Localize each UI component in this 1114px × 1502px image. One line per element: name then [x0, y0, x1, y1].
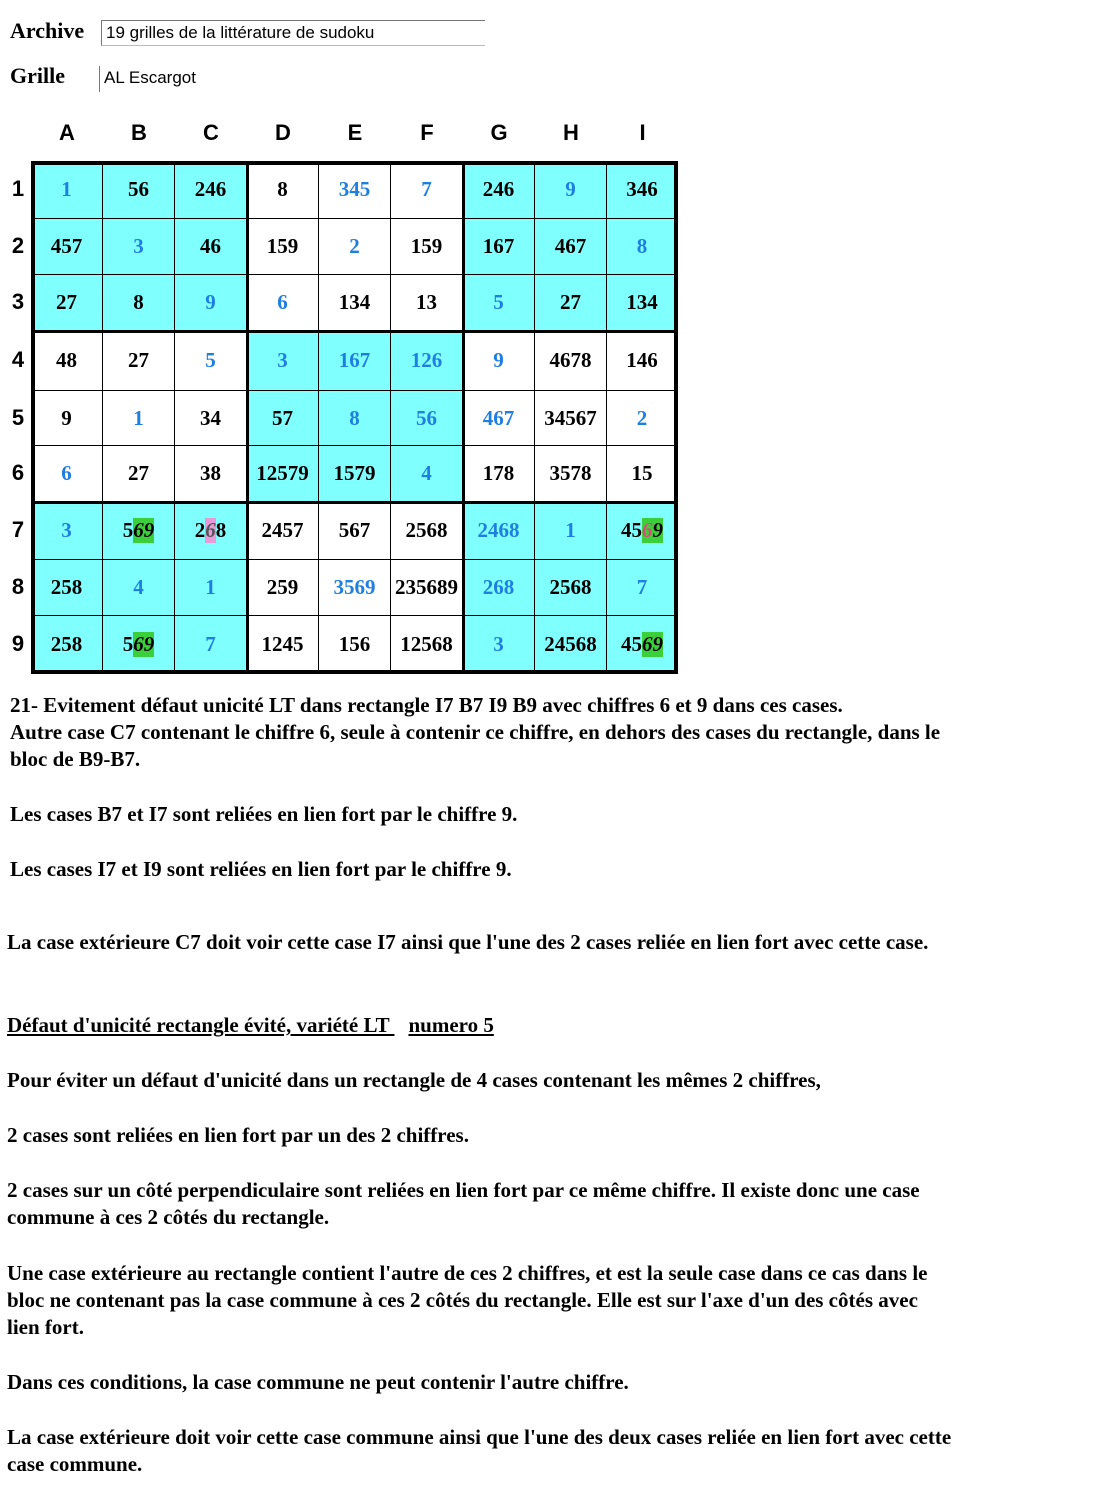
row-header-3: 3 [11, 289, 25, 314]
cell-e9[interactable]: 156 [319, 616, 391, 674]
cell-i5[interactable]: 2 [607, 391, 678, 446]
cell-a3[interactable]: 27 [31, 275, 103, 331]
cell-e4[interactable]: 167 [319, 331, 391, 391]
cell-d5[interactable]: 57 [247, 391, 319, 446]
row-header-6: 6 [11, 460, 25, 485]
cell-d3[interactable]: 6 [247, 275, 319, 331]
archive-field[interactable]: 19 grilles de la littérature de sudoku [101, 20, 485, 46]
cell-e3[interactable]: 134 [319, 275, 391, 331]
cell-a9[interactable]: 258 [31, 616, 103, 674]
section-title-text: Défaut d'unicité rectangle évité, variété LT [7, 1013, 395, 1037]
cell-f4[interactable]: 126 [391, 331, 463, 391]
row-header-4: 4 [11, 347, 25, 372]
cell-g5[interactable]: 467 [463, 391, 535, 446]
cell-c3[interactable]: 9 [175, 275, 247, 331]
cell-i9[interactable]: 45 69 [607, 616, 678, 674]
text-p1-line2: Autre case C7 contenant le chiffre 6, seule à contenir ce chiffre, en dehors des cases du rectangle, dans le [10, 720, 941, 744]
cell-a1[interactable]: 1 [31, 161, 103, 219]
cell-f5[interactable]: 56 [391, 391, 463, 446]
cell-a2[interactable]: 457 [31, 219, 103, 275]
cell-c2[interactable]: 46 [175, 219, 247, 275]
cell-c7[interactable]: 2 6 8 [175, 502, 247, 560]
column-header-g: G [490, 120, 508, 145]
text-p8-line2: bloc ne contenant pas la case commune à ces 2 côtés du rectangle. Elle est sur l'axe d'un des côtés avec [7, 1288, 918, 1312]
cell-a8[interactable]: 258 [31, 560, 103, 616]
cell-d2[interactable]: 159 [247, 219, 319, 275]
grille-label: Grille [10, 63, 65, 88]
cell-h9[interactable]: 24568 [535, 616, 607, 674]
cell-b1[interactable]: 56 [103, 161, 175, 219]
cell-g6[interactable]: 178 [463, 446, 535, 502]
box-divider-vertical [246, 161, 249, 674]
section-title-number: numero 5 [408, 1013, 494, 1037]
cell-c1[interactable]: 246 [175, 161, 247, 219]
cell-i6[interactable]: 15 [607, 446, 678, 502]
cell-b8[interactable]: 4 [103, 560, 175, 616]
cell-e7[interactable]: 567 [319, 502, 391, 560]
cell-e1[interactable]: 345 [319, 161, 391, 219]
column-header-i: I [639, 120, 646, 145]
cell-e5[interactable]: 8 [319, 391, 391, 446]
cell-a4[interactable]: 48 [31, 331, 103, 391]
cell-d1[interactable]: 8 [247, 161, 319, 219]
text-p2: Les cases B7 et I7 sont reliées en lien fort par le chiffre 9. [10, 802, 518, 826]
archive-label: Archive [10, 18, 85, 43]
row-header-9: 9 [11, 631, 25, 656]
column-header-e: E [347, 120, 363, 145]
text-p10-line2: case commune. [7, 1452, 143, 1476]
cell-d8[interactable]: 259 [247, 560, 319, 616]
text-p6: 2 cases sont reliées en lien fort par un des 2 chiffres. [7, 1123, 469, 1147]
cell-i8[interactable]: 7 [607, 560, 678, 616]
cell-f1[interactable]: 7 [391, 161, 463, 219]
cell-f6[interactable]: 4 [391, 446, 463, 502]
cell-c5[interactable]: 34 [175, 391, 247, 446]
text-p3: Les cases I7 et I9 sont reliées en lien fort par le chiffre 9. [10, 857, 512, 881]
text-p1-line3: bloc de B9-B7. [10, 747, 141, 771]
cell-g2[interactable]: 167 [463, 219, 535, 275]
cell-i1[interactable]: 346 [607, 161, 678, 219]
column-header-h: H [563, 120, 579, 145]
cell-h5[interactable]: 34567 [535, 391, 607, 446]
cell-b5[interactable]: 1 [103, 391, 175, 446]
cell-e8[interactable]: 3569 [319, 560, 391, 616]
cell-c4[interactable]: 5 [175, 331, 247, 391]
text-p4: La case extérieure C7 doit voir cette case I7 ainsi que l'une des 2 cases reliée en lien fort avec cette case. [7, 930, 929, 954]
text-p7-line1: 2 cases sur un côté perpendiculaire sont reliées en lien fort par ce même chiffre. Il existe donc une case [7, 1178, 920, 1202]
cell-g1[interactable]: 246 [463, 161, 535, 219]
cell-c8[interactable]: 1 [175, 560, 247, 616]
text-p9: Dans ces conditions, la case commune ne peut contenir l'autre chiffre. [7, 1370, 629, 1394]
cell-h1[interactable]: 9 [535, 161, 607, 219]
cell-h3[interactable]: 27 [535, 275, 607, 331]
row-header-2: 2 [11, 233, 25, 258]
text-p1-line1: 21- Evitement défaut unicité LT dans rectangle I7 B7 I9 B9 avec chiffres 6 et 9 dans ces cases. [10, 693, 843, 717]
grille-field[interactable]: AL Escargot [99, 66, 483, 92]
cell-f8[interactable]: 235689 [391, 560, 463, 616]
cell-b9[interactable]: 5 69 [103, 616, 175, 674]
column-header-b: B [131, 120, 147, 145]
cell-h4[interactable]: 4678 [535, 331, 607, 391]
box-divider-horizontal [31, 501, 678, 504]
cell-a6[interactable]: 6 [31, 446, 103, 502]
column-header-c: C [203, 120, 219, 145]
cell-b2[interactable]: 3 [103, 219, 175, 275]
cell-d7[interactable]: 2457 [247, 502, 319, 560]
text-p7-line2: commune à ces 2 côtés du rectangle. [7, 1205, 330, 1229]
cell-g8[interactable]: 268 [463, 560, 535, 616]
column-header-f: F [420, 120, 434, 145]
row-header-7: 7 [11, 517, 25, 542]
cell-a7[interactable]: 3 [31, 502, 103, 560]
cell-g7[interactable]: 2468 [463, 502, 535, 560]
text-p8-line1: Une case extérieure au rectangle contient l'autre de ces 2 chiffres, et est la seule case dans ce cas dans le [7, 1261, 928, 1285]
cell-h7[interactable]: 1 [535, 502, 607, 560]
cell-b6[interactable]: 27 [103, 446, 175, 502]
cell-h8[interactable]: 2568 [535, 560, 607, 616]
cell-a5[interactable]: 9 [31, 391, 103, 446]
box-divider-horizontal [31, 330, 678, 333]
cell-i7[interactable]: 45 6 9 [607, 502, 678, 560]
cell-b7[interactable]: 5 69 [103, 502, 175, 560]
cell-f9[interactable]: 12568 [391, 616, 463, 674]
cell-f2[interactable]: 159 [391, 219, 463, 275]
cell-d6[interactable]: 12579 [247, 446, 319, 502]
text-p8-line3: lien fort. [7, 1315, 84, 1339]
cell-c9[interactable]: 7 [175, 616, 247, 674]
box-divider-vertical [462, 161, 465, 674]
cell-b3[interactable]: 8 [103, 275, 175, 331]
cell-b4[interactable]: 27 [103, 331, 175, 391]
text-p5: Pour éviter un défaut d'unicité dans un rectangle de 4 cases contenant les mêmes 2 chiffres, [7, 1068, 821, 1092]
row-header-5: 5 [11, 404, 25, 430]
row-header-8: 8 [11, 574, 25, 599]
row-header-1: 1 [11, 176, 25, 201]
column-header-d: D [275, 120, 291, 145]
cell-i3[interactable]: 134 [607, 275, 678, 331]
cell-f7[interactable]: 2568 [391, 502, 463, 560]
cell-g9[interactable]: 3 [463, 616, 535, 674]
cell-i4[interactable]: 146 [607, 331, 678, 391]
cell-d9[interactable]: 1245 [247, 616, 319, 674]
cell-e6[interactable]: 1579 [319, 446, 391, 502]
sudoku-grid [31, 161, 678, 674]
cell-d4[interactable]: 3 [247, 331, 319, 391]
column-header-a: A [59, 120, 75, 145]
cell-f3[interactable]: 13 [391, 275, 463, 331]
cell-g4[interactable]: 9 [463, 331, 535, 391]
cell-h2[interactable]: 467 [535, 219, 607, 275]
cell-h6[interactable]: 3578 [535, 446, 607, 502]
cell-e2[interactable]: 2 [319, 219, 391, 275]
section-title [7, 1012, 494, 1039]
text-p10-line1: La case extérieure doit voir cette case commune ainsi que l'une des deux cases reliée en lien fort avec cette [7, 1425, 952, 1449]
cell-c6[interactable]: 38 [175, 446, 247, 502]
cell-g3[interactable]: 5 [463, 275, 535, 331]
cell-i2[interactable]: 8 [607, 219, 678, 275]
